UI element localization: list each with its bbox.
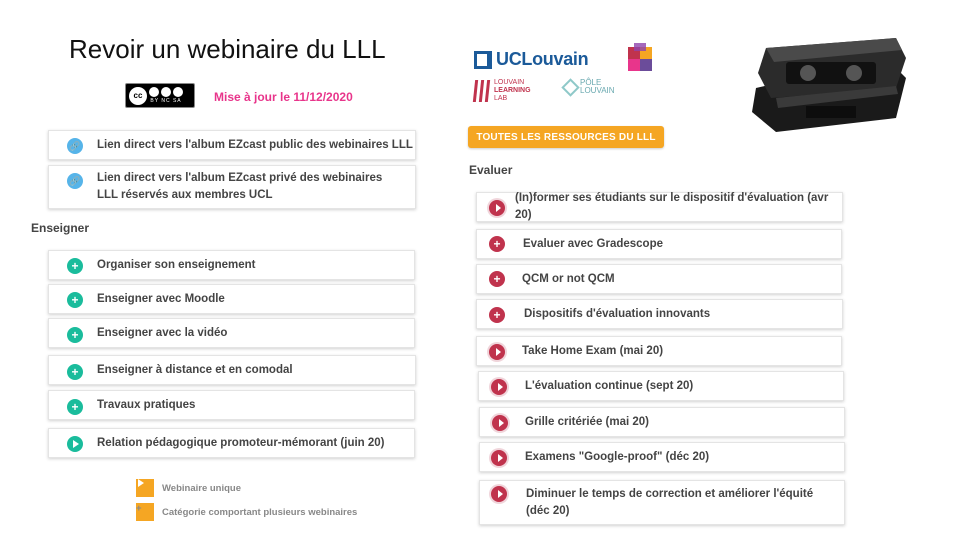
evaluer-item[interactable]: + Evaluer avec Gradescope: [476, 229, 842, 259]
enseigner-item[interactable]: + Enseigner à distance et en comodal: [48, 355, 416, 385]
play-icon: [67, 436, 83, 452]
ezcast-public-link[interactable]: [48, 130, 416, 160]
play-icon: [491, 379, 507, 395]
enseigner-item[interactable]: Relation pédagogique promoteur-mémorant (juin 20): [48, 428, 415, 458]
cc-label: BY NC SA: [150, 98, 182, 104]
evaluer-item[interactable]: Examens "Google-proof" (déc 20): [479, 442, 845, 472]
update-date: Mise à jour le 11/12/2020: [214, 90, 353, 104]
by-icon: [149, 87, 159, 97]
link-icon: 🔗: [67, 173, 83, 189]
play-icon: [491, 450, 507, 466]
play-icon: [136, 479, 154, 497]
vhs-cassette-image: [746, 28, 910, 134]
evaluer-item[interactable]: (In)former ses étudiants sur le dispositif d'évaluation (avr 20): [476, 192, 843, 222]
play-icon: [489, 344, 505, 360]
louvain-learning-lab-logo: LOUVAIN LEARNING LAB: [474, 79, 531, 103]
plus-icon: +: [489, 307, 505, 323]
sa-icon: [173, 87, 183, 97]
section-heading-enseigner: Enseigner: [31, 221, 90, 235]
evaluer-item[interactable]: + QCM or not QCM: [476, 264, 842, 294]
evaluer-item[interactable]: Grille critériée (mai 20): [479, 407, 845, 437]
legend-single: Webinaire unique: [136, 479, 241, 497]
plus-icon: +: [67, 292, 83, 308]
page-title: Revoir un webinaire du LLL: [69, 34, 386, 64]
cc-license-badge[interactable]: [125, 83, 195, 108]
evaluer-item[interactable]: Diminuer le temps de correction et améliorer l'équité (déc 20): [479, 480, 845, 525]
play-icon: [491, 486, 507, 502]
cc-icon: cc: [129, 87, 147, 105]
enseigner-item[interactable]: + Organiser son enseignement: [48, 250, 415, 280]
plus-icon: +: [67, 399, 83, 415]
play-icon: [492, 415, 508, 431]
plus-icon: +: [489, 236, 505, 252]
play-icon: [489, 200, 505, 216]
plus-icon: +: [67, 364, 83, 380]
ezcast-private-link[interactable]: [48, 165, 416, 209]
evaluer-item[interactable]: + Dispositifs d'évaluation innovants: [476, 299, 843, 329]
evaluer-item[interactable]: Take Home Exam (mai 20): [476, 336, 842, 366]
enseigner-item[interactable]: + Travaux pratiques: [48, 390, 415, 420]
legend-category: + Catégorie comportant plusieurs webinaires: [136, 503, 357, 521]
section-heading-evaluer: Evaluer: [469, 163, 513, 177]
all-resources-button[interactable]: TOUTES LES RESSOURCES DU LLL: [468, 126, 664, 148]
link-label: Lien direct vers l'album EZcast privé des webinaires LLL réservés aux membres UCL: [97, 172, 383, 201]
cube-logo: [624, 41, 660, 77]
evaluer-item[interactable]: L'évaluation continue (sept 20): [478, 371, 844, 401]
link-icon: 🔗: [67, 138, 83, 154]
link-label: Lien direct vers l'album EZcast public des webinaires LLL: [97, 138, 413, 151]
plus-icon: +: [67, 258, 83, 274]
plus-icon: +: [489, 271, 505, 287]
plus-icon: +: [136, 503, 154, 521]
enseigner-item[interactable]: + Enseigner avec Moodle: [48, 284, 415, 314]
uclouvain-logo: UCLouvain: [474, 49, 588, 70]
plus-icon: +: [67, 327, 83, 343]
pole-louvain-logo: PÔLE LOUVAIN: [564, 79, 615, 95]
enseigner-item[interactable]: + Enseigner avec la vidéo: [48, 318, 415, 348]
nc-icon: [161, 87, 171, 97]
